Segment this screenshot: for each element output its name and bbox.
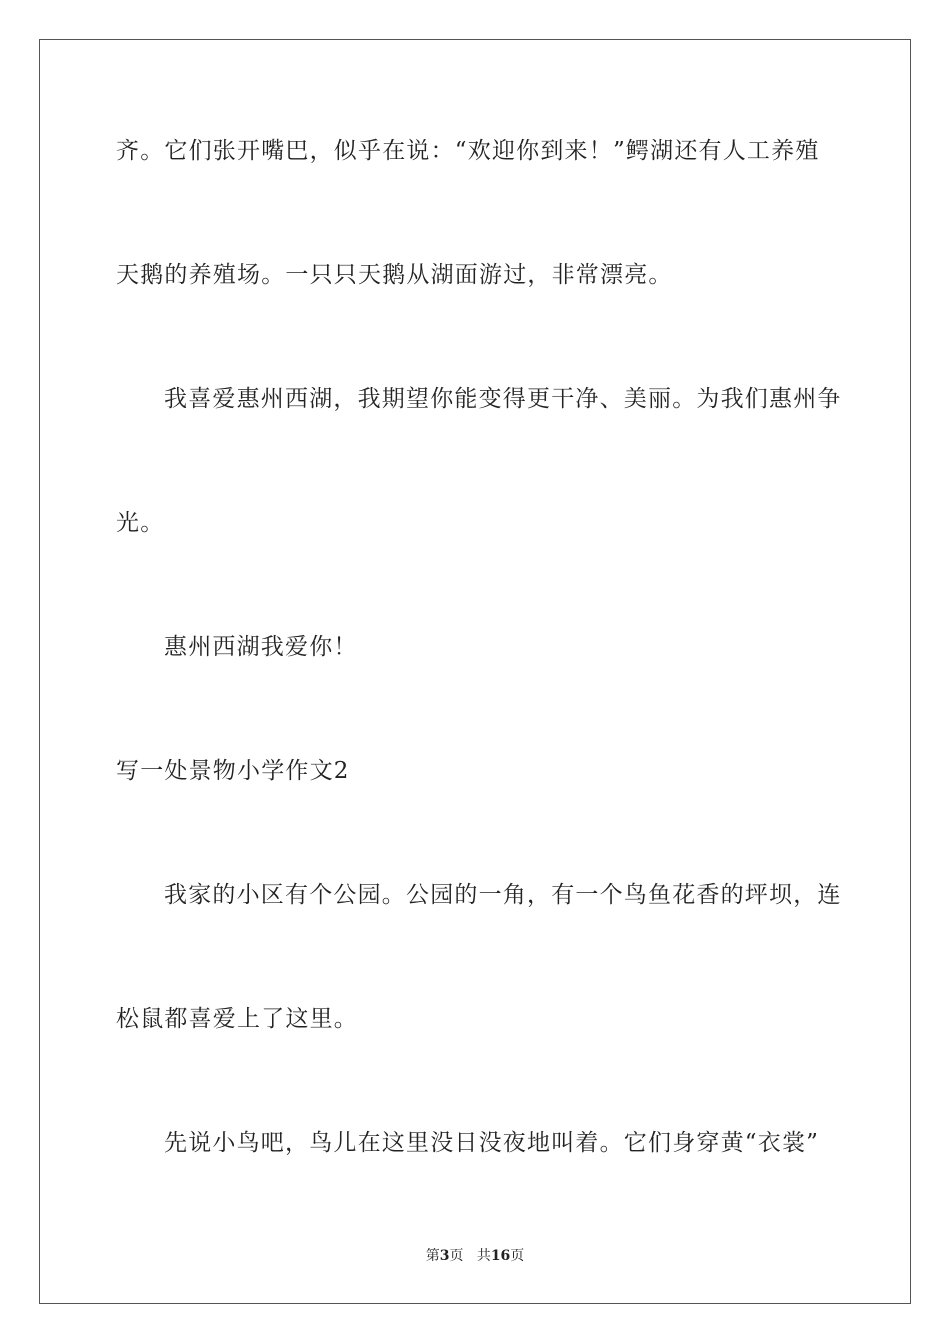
total-pages: 16	[490, 1248, 511, 1264]
paragraph-line: 先说小鸟吧，鸟儿在这里没日没夜地叫着。它们身穿黄“衣裳”	[164, 1130, 820, 1156]
total-suffix: 页	[510, 1248, 525, 1264]
total-prefix: 共	[476, 1248, 491, 1264]
paragraph-line: 我喜爱惠州西湖，我期望你能变得更干净、美丽。为我们惠州争	[164, 386, 842, 412]
page-suffix: 页	[449, 1248, 464, 1264]
paragraph-line: 天鹅的养殖场。一只只天鹅从湖面游过，非常漂亮。	[116, 262, 673, 288]
page-footer	[0, 1247, 950, 1265]
page-border	[39, 39, 911, 1304]
page-prefix: 第	[425, 1248, 440, 1264]
section-heading: 写一处景物小学作文2	[116, 758, 350, 784]
paragraph-line: 光。	[116, 510, 165, 536]
page-number: 3	[439, 1248, 450, 1264]
paragraph-line: 齐。它们张开嘴巴，似乎在说：“欢迎你到来！”鳄湖还有人工养殖	[116, 138, 820, 164]
paragraph-line: 我家的小区有个公园。公园的一角，有一个鸟鱼花香的坪坝，连	[164, 882, 842, 908]
paragraph-line: 惠州西湖我爱你！	[164, 634, 358, 660]
paragraph-line: 松鼠都喜爱上了这里。	[116, 1006, 358, 1032]
